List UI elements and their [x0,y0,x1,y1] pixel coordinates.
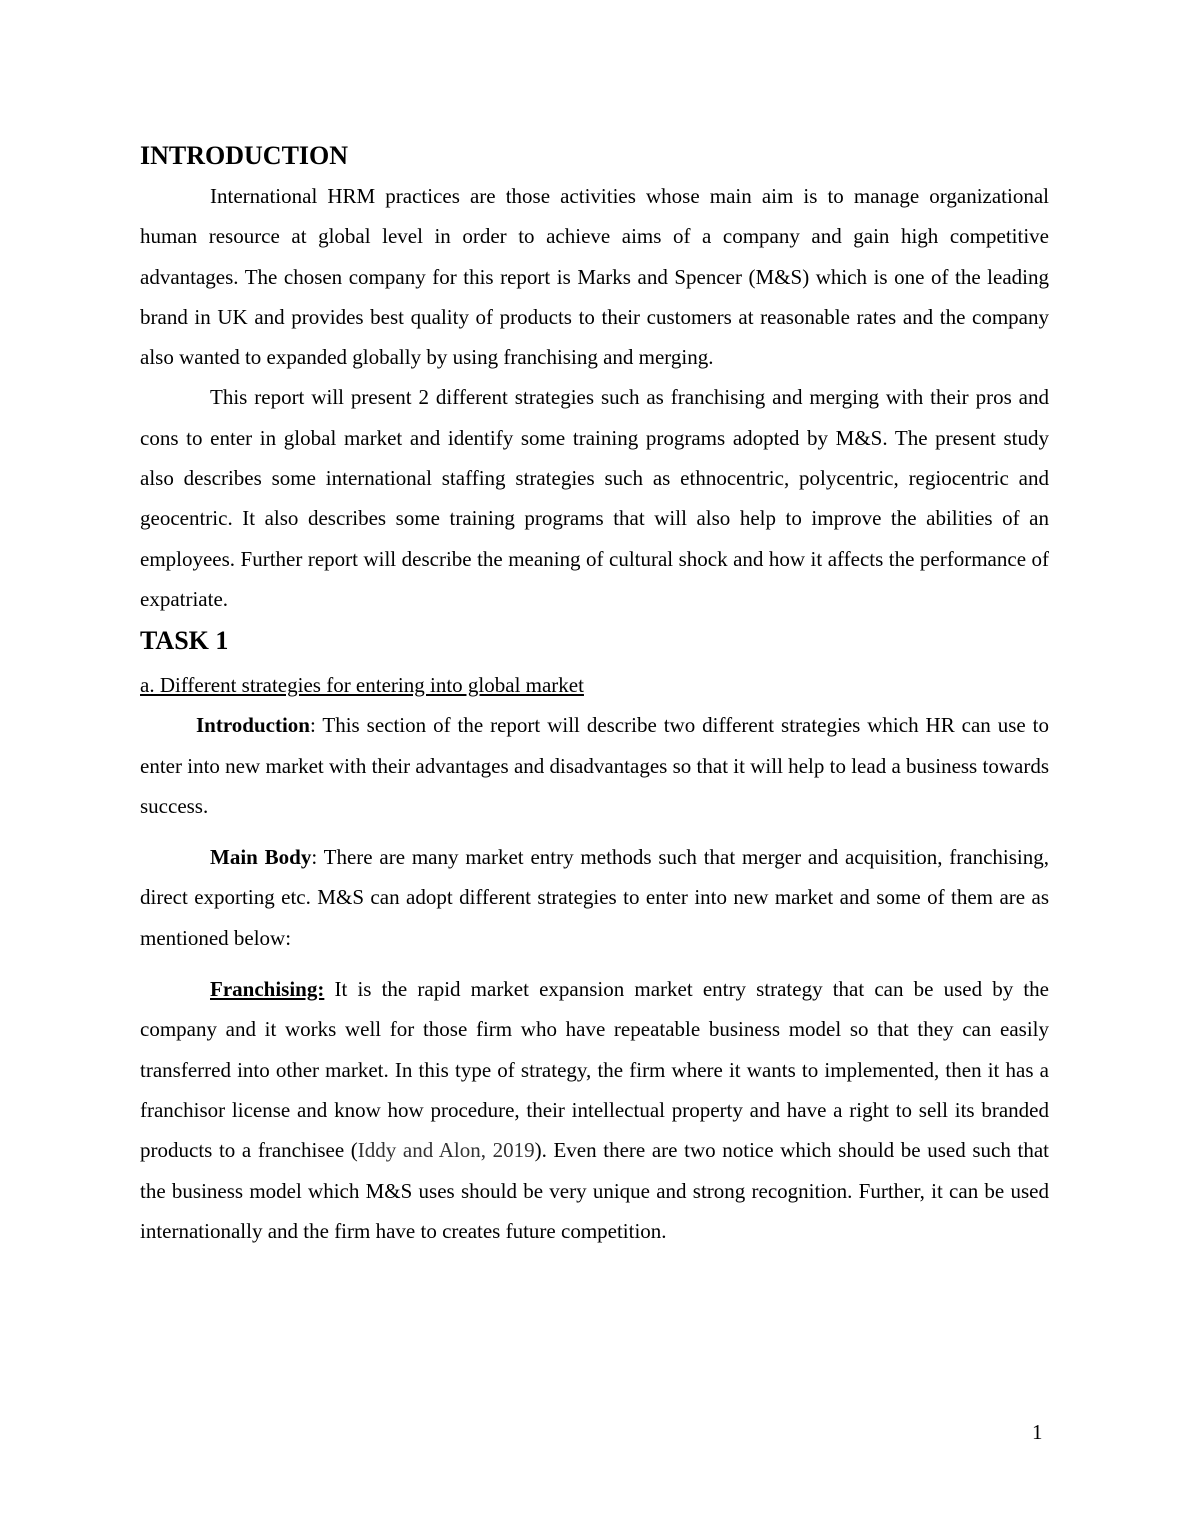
main-body-text: : There are many market entry methods such that merger and acquisition, franchising, direct exporting etc. M&S can adopt different strategies to enter into new market and some of them are as mentioned below: [140,845,1049,950]
main-body-label: Main Body [210,845,312,870]
introduction-label: Introduction [196,713,310,738]
introduction-heading: INTRODUCTION [140,141,349,170]
main-body-paragraph [140,837,1049,958]
intro-paragraph-1: International HRM practices are those activities whose main aim is to manage organizational human resource at global level in order to achieve aims of a company and gain high competitive advantages. The chosen company for this report is Marks and Spencer (M&S) which is one of the leading brand in UK and provides best quality of products to their customers at reasonable rates and the company also wanted to expanded globally by using franchising and merging. [140,184,1049,370]
introduction-text: : This section of the report will describe two different strategies which HR can use to enter into new market with their advantages and disadvantages so that it will help to lead a business towards success. [140,713,1049,818]
task-1-heading: TASK 1 [140,626,229,656]
intro-paragraph-2: This report will present 2 different strategies such as franchising and merging with their pros and cons to enter in global market and identify some training programs adopted by M&S. The present study also describes some international staffing strategies such as ethnocentric, polycentric, regiocentric and geocentric. It also describes some training programs that will also help to improve the abilities of an employees. Further report will describe the meaning of cultural shock and how it affects the performance of expatriate. [140,385,1049,611]
franchising-text-1: It is the rapid market expansion market entry strategy that can be used by the company and it works well for those firm who have repeatable business model so that they can easily transferred into other market. In this type of strategy, the firm where it wants to implemented, then it has a franchisor license and know how procedure, their intellectual property and have a right to sell its branded products to a franchisee ( [140,977,1049,1163]
page-content [140,138,1049,1251]
franchising-paragraph [140,969,1049,1251]
page-number: 1 [1032,1420,1043,1444]
franchising-citation: Iddy and Alon, 2019 [357,1138,535,1163]
franchising-label: Franchising: [210,977,325,1002]
franchising-text-2: ). Even there are two notice which should be used such that the business model which M&S uses should be very unique and strong recognition. Further, it can be used internationally and the firm have to creates future competition. [140,1138,1049,1243]
subheading-global-market-strategies: a. Different strategies for entering into global market [140,673,584,698]
task-introduction-paragraph [140,705,1049,826]
